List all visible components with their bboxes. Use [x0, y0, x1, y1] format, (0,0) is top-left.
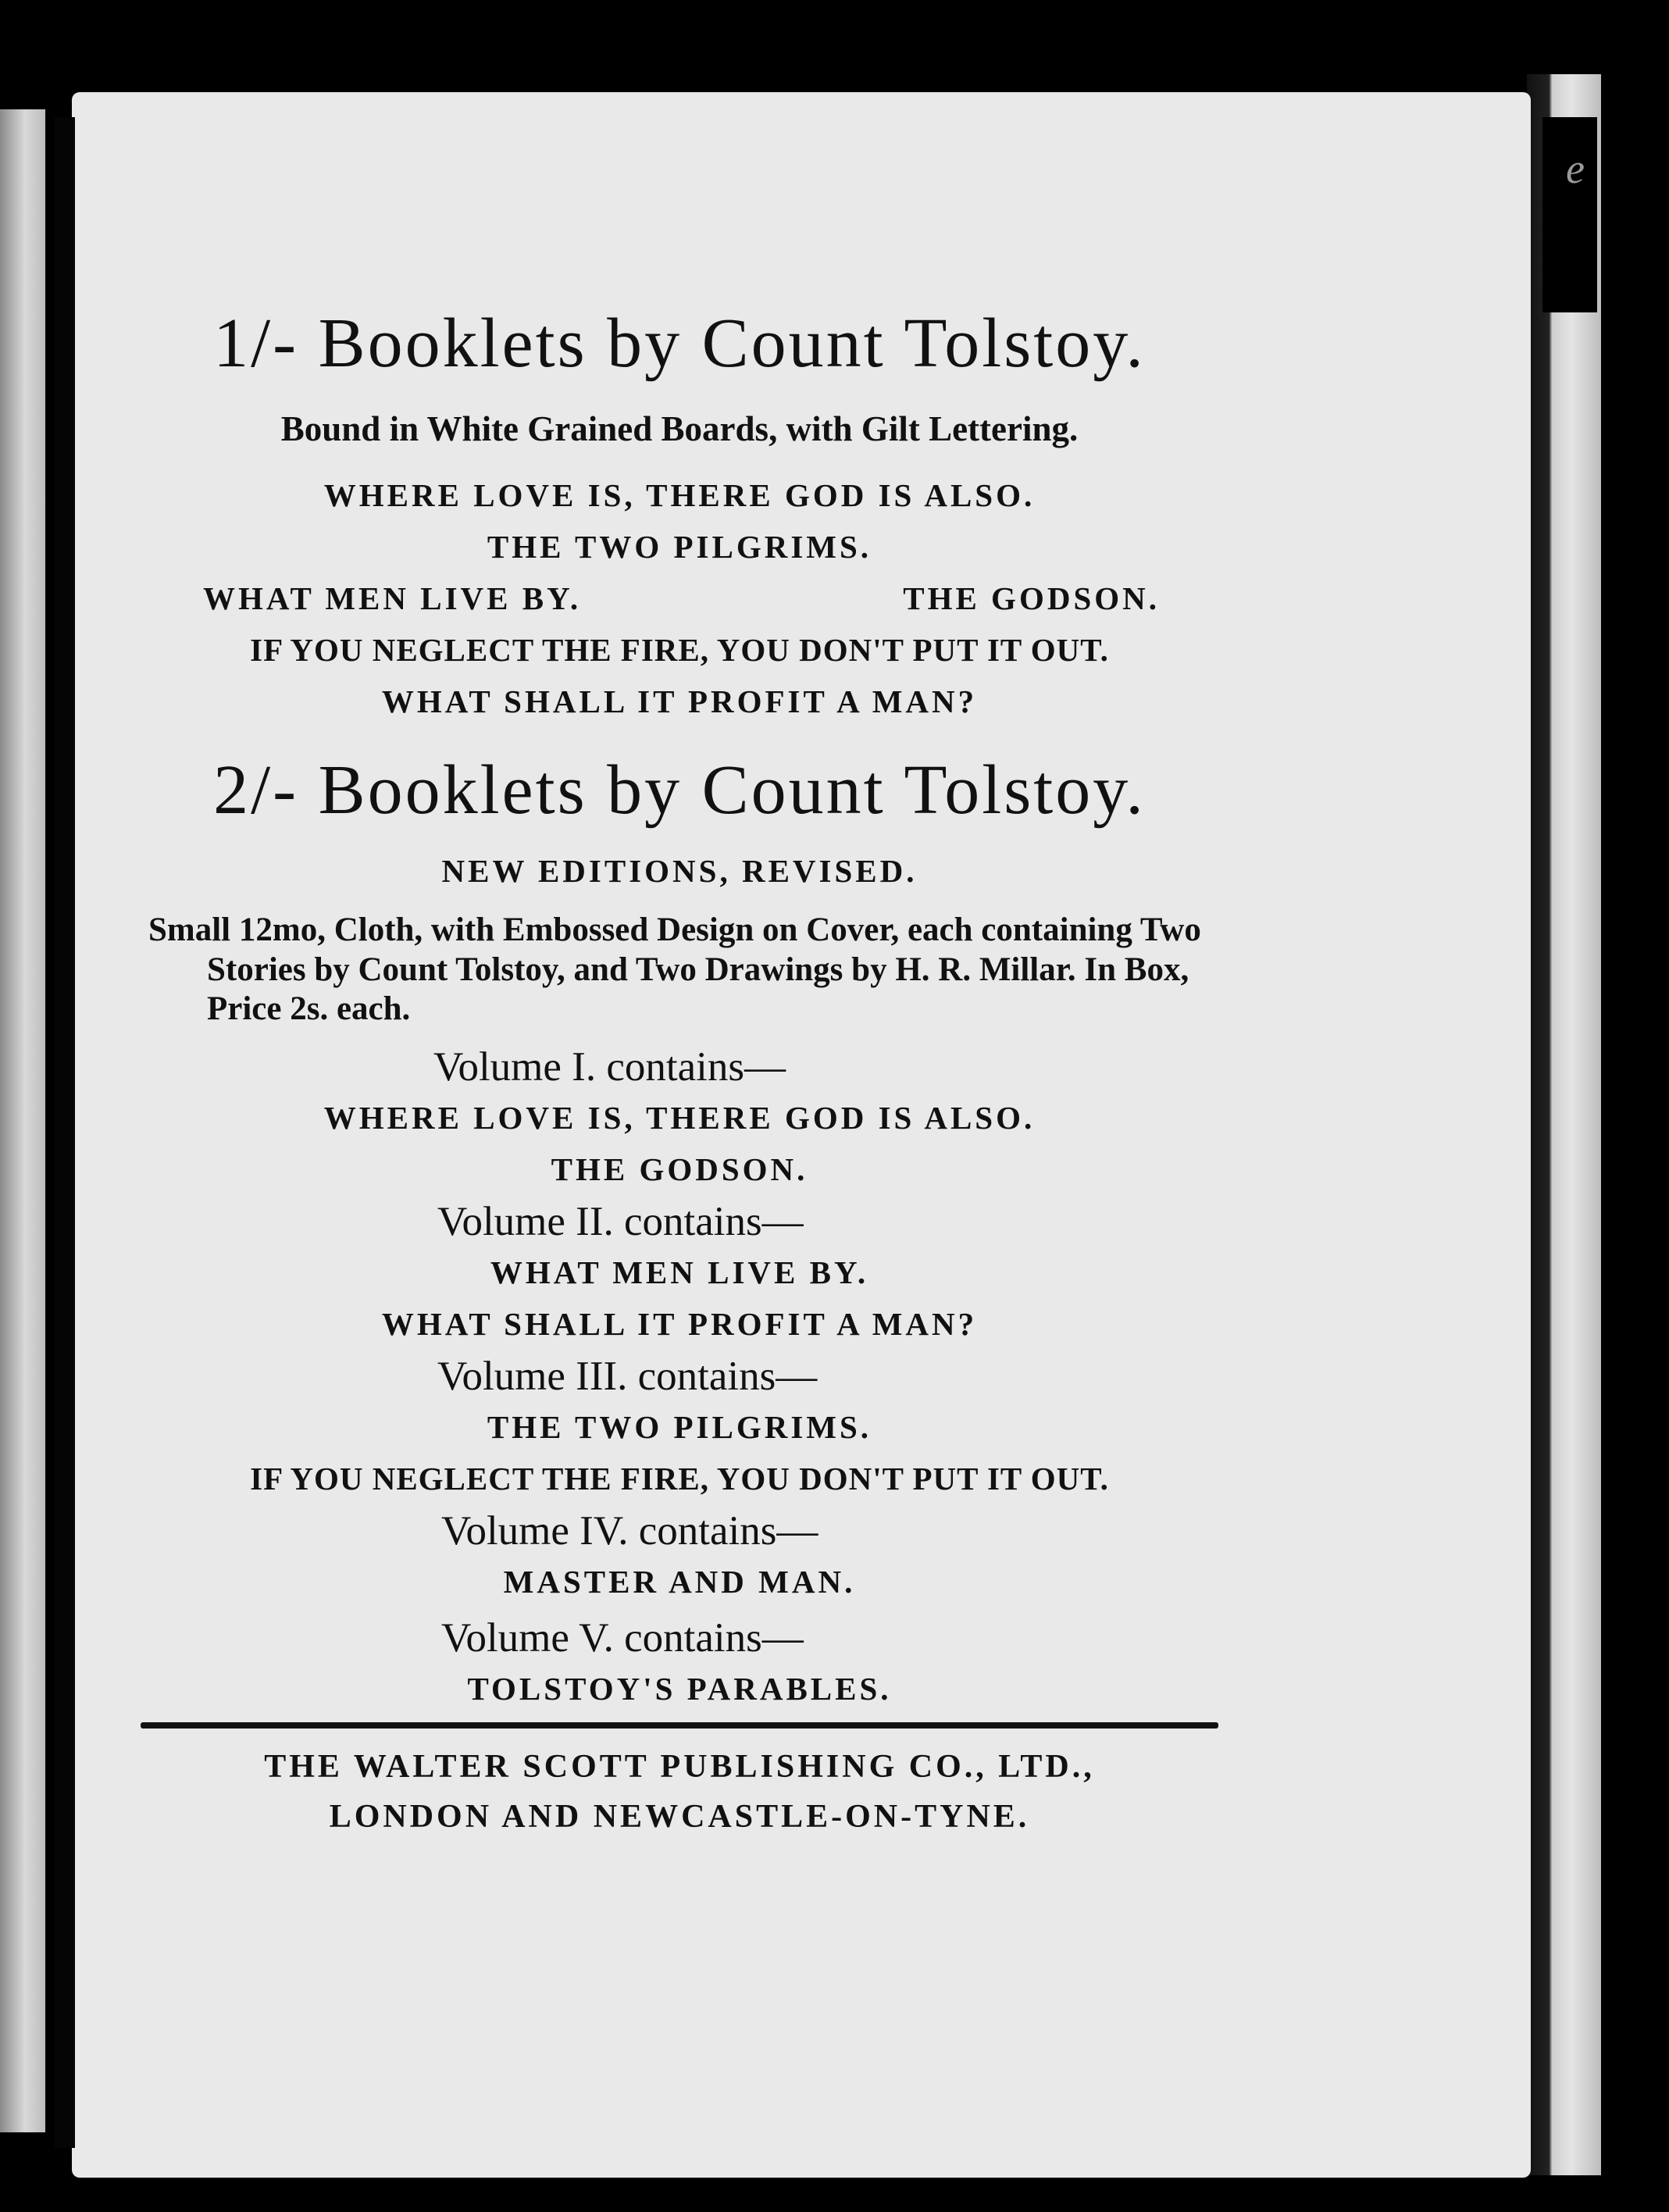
section1-title: THE TWO PILGRIMS.: [487, 529, 872, 565]
section1-title: WHAT MEN LIVE BY.: [203, 580, 582, 616]
volume-label: Volume I. contains—: [433, 1044, 786, 1090]
volume-label: Volume III. contains—: [437, 1354, 818, 1400]
section1-title-pair: [141, 580, 1218, 616]
volume-title: THE TWO PILGRIMS.: [487, 1409, 872, 1446]
section1-title: IF YOU NEGLECT THE FIRE, YOU DON'T PUT IT OUT.: [250, 632, 1109, 668]
book-edge: [1527, 74, 1601, 2175]
volume-title: THE GODSON.: [551, 1151, 808, 1188]
section1-heading: 1/- Booklets by Count Tolstoy.: [213, 305, 1146, 382]
section1-title: THE GODSON.: [903, 580, 1160, 616]
volume-title: TOLSTOY'S PARABLES.: [467, 1671, 892, 1707]
section2-description: Small 12mo, Cloth, with Embossed Design on Cover, each containing Two Stories by Count Tolstoy, and Two Drawings by H. R. Millar. In Box, Price 2s. each.: [148, 912, 1201, 1028]
section1-subheading: Bound in White Grained Boards, with Gilt Lettering.: [280, 409, 1079, 448]
volume-label: Volume II. contains—: [437, 1199, 804, 1245]
gutter-shadow: [55, 117, 75, 2148]
adjacent-page-edge: [0, 109, 45, 2132]
section2-heading: 2/- Booklets by Count Tolstoy.: [213, 751, 1146, 829]
volume-title: MASTER AND MAN.: [503, 1564, 856, 1600]
advertisement-page-content: [141, 305, 1218, 1836]
margin-glyph: e: [1566, 145, 1585, 192]
publisher-location: LONDON AND NEWCASTLE-ON-TYNE.: [329, 1799, 1030, 1836]
volume-title: WHAT SHALL IT PROFIT A MAN?: [381, 1306, 978, 1343]
divider-rule: [141, 1722, 1218, 1729]
volume-title: IF YOU NEGLECT THE FIRE, YOU DON'T PUT IT OUT.: [250, 1461, 1109, 1497]
volume-label: Volume V. contains—: [441, 1615, 804, 1661]
volume-title: WHAT MEN LIVE BY.: [490, 1254, 869, 1291]
volume-title: WHERE LOVE IS, THERE GOD IS ALSO.: [323, 1100, 1036, 1136]
publisher-name: THE WALTER SCOTT PUBLISHING CO., LTD.,: [264, 1749, 1095, 1786]
volume-label: Volume IV. contains—: [441, 1508, 818, 1554]
section2-subheading: NEW EDITIONS, REVISED.: [441, 853, 918, 889]
section1-title: WHERE LOVE IS, THERE GOD IS ALSO.: [323, 477, 1036, 513]
section1-title: WHAT SHALL IT PROFIT A MAN?: [381, 683, 978, 719]
